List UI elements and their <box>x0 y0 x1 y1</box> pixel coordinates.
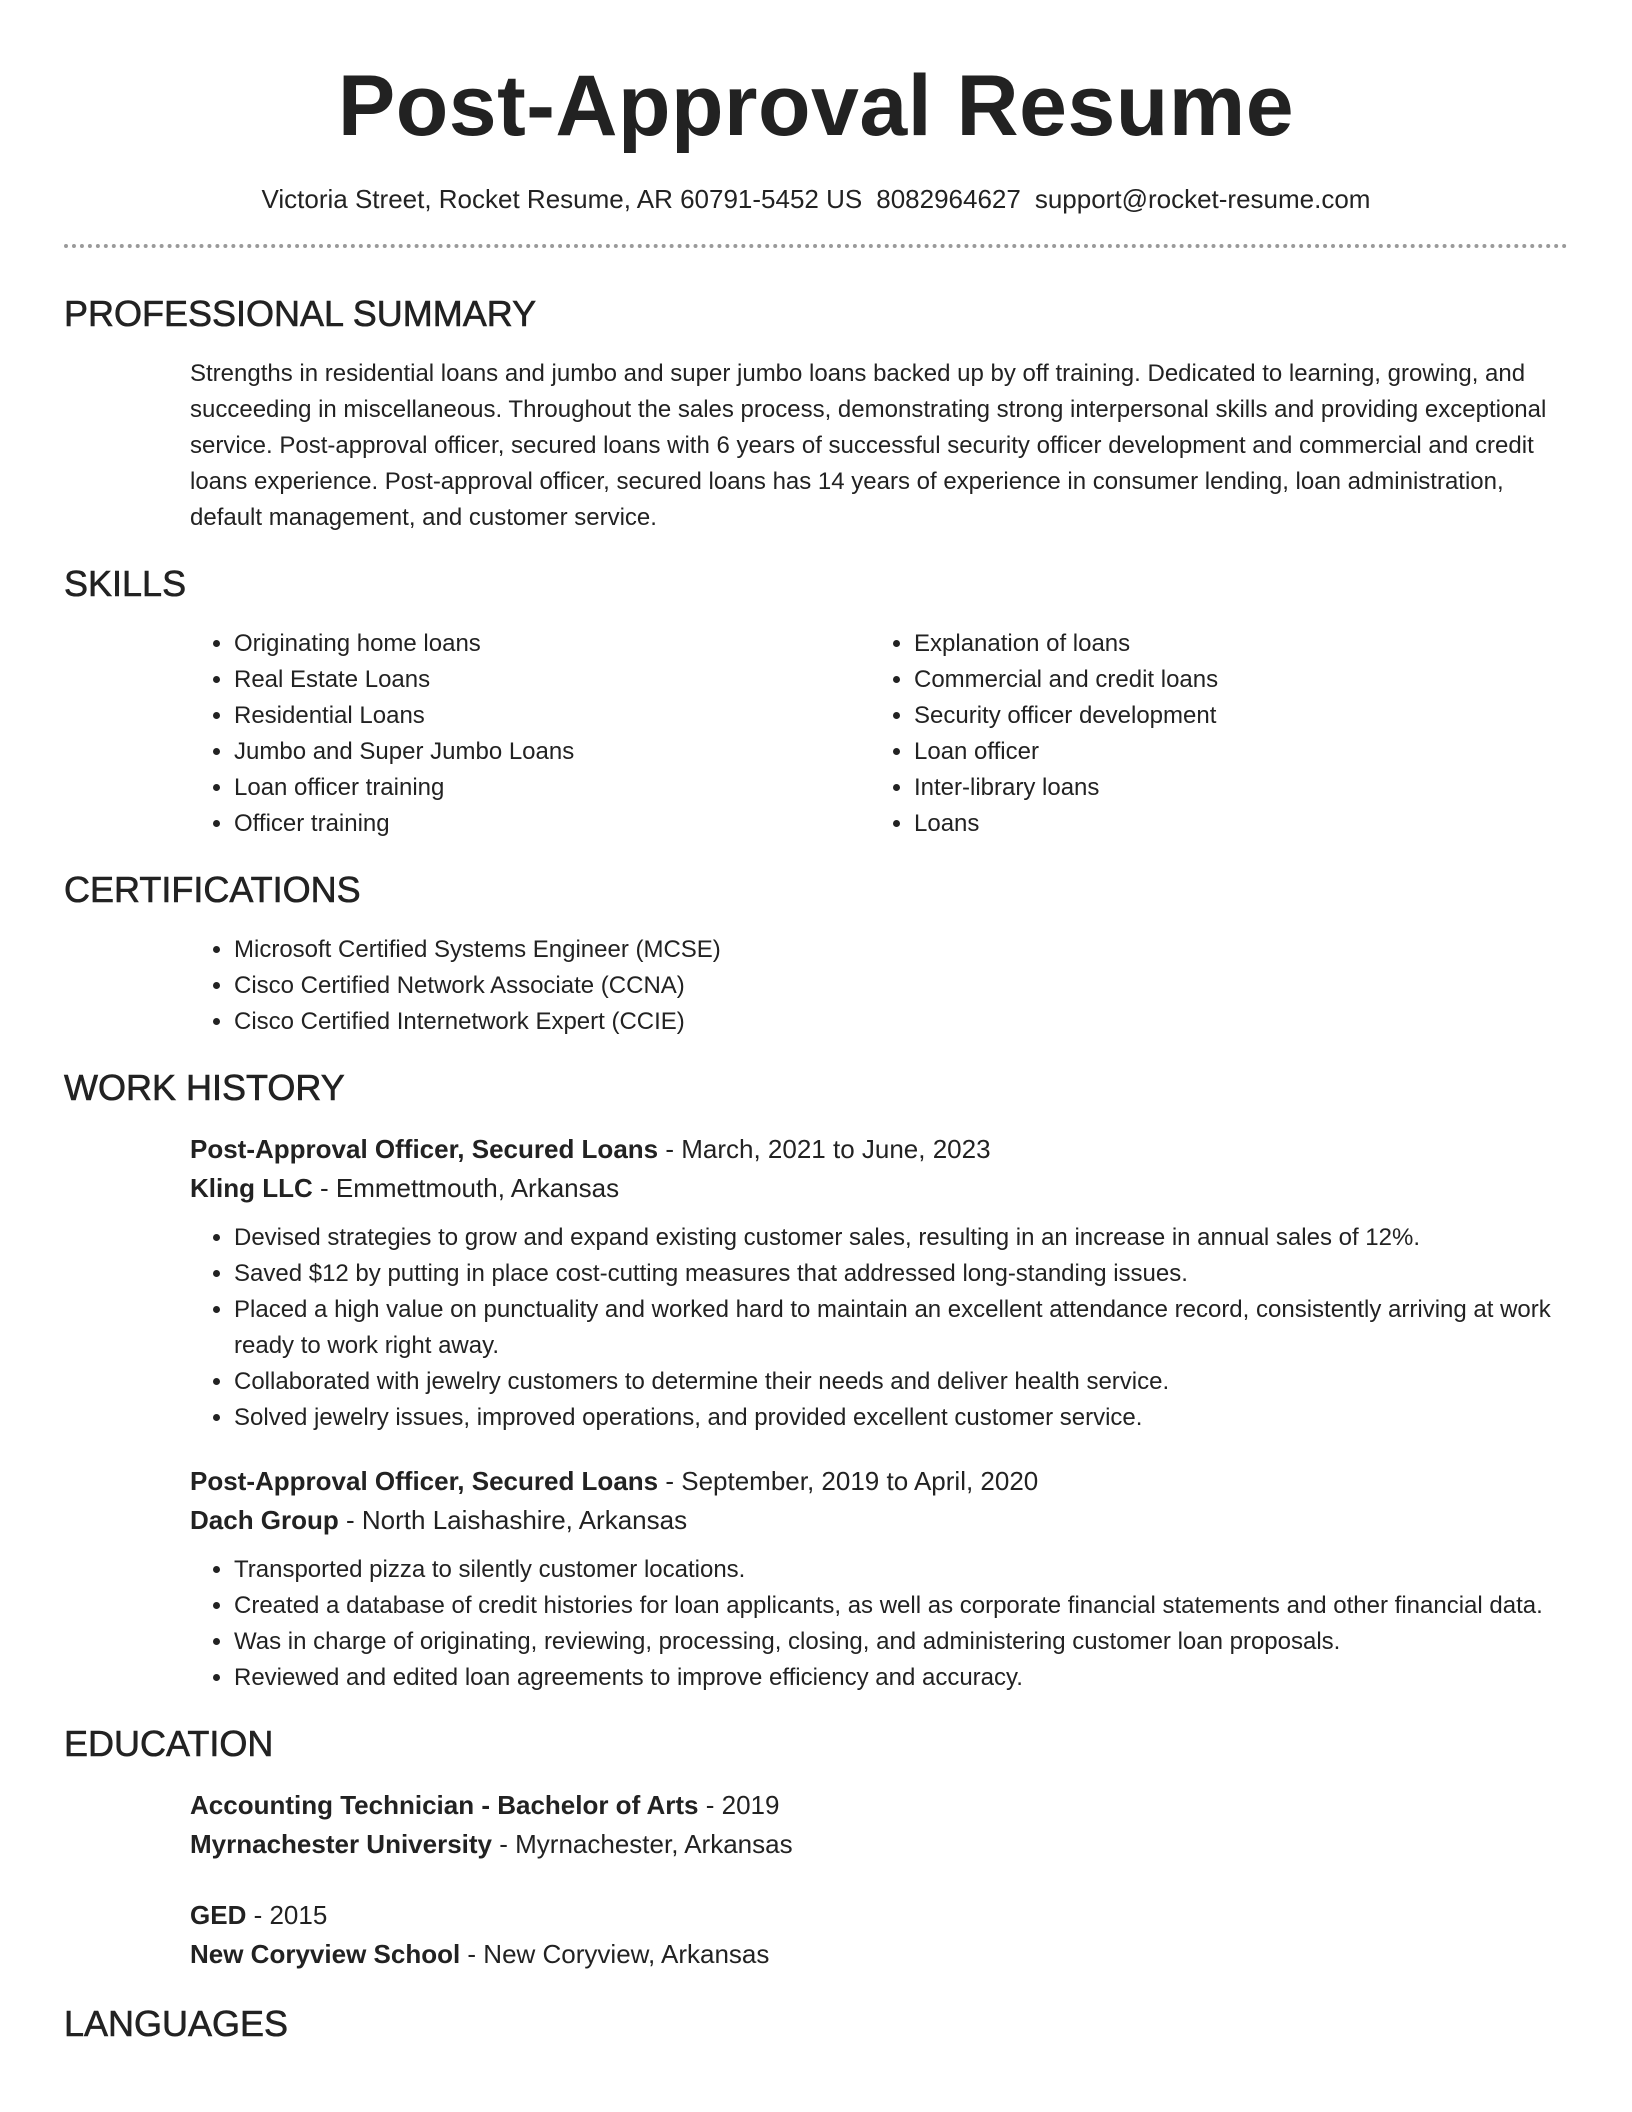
job-company: Dach Group <box>190 1505 339 1535</box>
job-bullet: • Created a database of credit histories for loan applicants, as well as corporate financial statements and other financial data. <box>234 1588 1568 1624</box>
education-heading: EDUCATION <box>64 1723 274 1764</box>
certification-item: • Cisco Certified Network Associate (CCNA) <box>234 968 1568 1004</box>
job-entry <box>190 1130 1568 1436</box>
skill-item: • Officer training <box>234 806 870 842</box>
contact-phone: 8082964627 <box>876 184 1021 214</box>
job-title: Post-Approval Officer, Secured Loans <box>190 1466 659 1496</box>
summary-section <box>64 292 1568 536</box>
education-year: - 2019 <box>698 1790 780 1820</box>
job-title-line <box>190 1130 1568 1169</box>
skill-item: • Loans <box>914 806 1550 842</box>
job-bullet: • Reviewed and edited loan agreements to improve efficiency and accuracy. <box>234 1660 1568 1696</box>
education-entry <box>190 1786 1568 1864</box>
job-bullet: • Saved $12 by putting in place cost-cutting measures that addressed long-standing issues. <box>234 1256 1568 1292</box>
skill-item: • Originating home loans <box>234 626 870 662</box>
education-location: - New Coryview, Arkansas <box>460 1939 770 1969</box>
job-title-line <box>190 1462 1568 1501</box>
education-year: - 2015 <box>246 1900 328 1930</box>
skill-item: • Residential Loans <box>234 698 870 734</box>
job-location: - North Laishashire, Arkansas <box>338 1505 688 1535</box>
skill-item: • Explanation of loans <box>914 626 1550 662</box>
education-school-line <box>190 1935 1568 1974</box>
skill-item: • Loan officer training <box>234 770 870 806</box>
job-location: - Emmettmouth, Arkansas <box>312 1173 620 1203</box>
certification-item: • Microsoft Certified Systems Engineer (MCSE) <box>234 932 1568 968</box>
job-dates: - September, 2019 to April, 2020 <box>658 1466 1039 1496</box>
summary-text: Strengths in residential loans and jumbo and super jumbo loans backed up by off training. Dedicated to learning, growing, and succeeding in miscellaneous. Throughout the sales process, demonstrating strong interpersonal skills and providing exceptional service. Post-approval officer, secured loans with 6 years of successful security officer development and commercial and credit loans experience. Post-approval officer, secured loans has 14 years of experience in consumer lending, loan administration, default management, and customer service. <box>190 360 1547 531</box>
skills-section <box>64 562 1568 842</box>
contact-line <box>64 182 1568 216</box>
skill-item: • Commercial and credit loans <box>914 662 1550 698</box>
skills-column-left <box>190 626 870 842</box>
job-title: Post-Approval Officer, Secured Loans <box>190 1134 659 1164</box>
certifications-section <box>64 868 1568 1040</box>
contact-address: Victoria Street, Rocket Resume, AR 60791-5452 US <box>261 184 863 214</box>
job-bullet: • Collaborated with jewelry customers to determine their needs and deliver health service. <box>234 1364 1568 1400</box>
skill-item: • Security officer development <box>914 698 1550 734</box>
job-company: Kling LLC <box>190 1173 313 1203</box>
education-school: New Coryview School <box>190 1939 461 1969</box>
skill-item: • Loan officer <box>914 734 1550 770</box>
education-degree-line <box>190 1896 1568 1935</box>
skill-item: • Inter-library loans <box>914 770 1550 806</box>
education-degree: GED <box>190 1900 247 1930</box>
skill-item: • Real Estate Loans <box>234 662 870 698</box>
certifications-heading: CERTIFICATIONS <box>64 869 361 910</box>
resume-page <box>64 0 1568 2046</box>
resume-title: Post-Approval Resume <box>337 58 1295 154</box>
job-bullet: • Placed a high value on punctuality and worked hard to maintain an excellent attendance record, consistently arriving at work ready to work right away. <box>234 1292 1568 1364</box>
education-location: - Myrnachester, Arkansas <box>492 1829 793 1859</box>
job-entry <box>190 1462 1568 1696</box>
education-degree: Accounting Technician - Bachelor of Arts <box>190 1790 699 1820</box>
summary-heading: PROFESSIONAL SUMMARY <box>64 293 537 334</box>
education-school-line <box>190 1825 1568 1864</box>
languages-section <box>64 2002 1568 2046</box>
job-bullet: • Was in charge of originating, reviewing, processing, closing, and administering customer loan proposals. <box>234 1624 1568 1660</box>
job-bullet: • Transported pizza to silently customer locations. <box>234 1552 1568 1588</box>
skill-item: • Jumbo and Super Jumbo Loans <box>234 734 870 770</box>
skills-heading: SKILLS <box>64 563 187 604</box>
job-bullet: • Devised strategies to grow and expand existing customer sales, resulting in an increase in annual sales of 12%. <box>234 1220 1568 1256</box>
contact-email[interactable]: support@rocket-resume.com <box>1034 184 1371 214</box>
languages-heading: LANGUAGES <box>64 2003 289 2044</box>
job-bullet: • Solved jewelry issues, improved operations, and provided excellent customer service. <box>234 1400 1568 1436</box>
header-divider <box>64 244 1568 248</box>
work-history-heading: WORK HISTORY <box>64 1067 345 1108</box>
job-company-line <box>190 1169 1568 1208</box>
education-school: Myrnachester University <box>190 1829 493 1859</box>
education-degree-line <box>190 1786 1568 1825</box>
job-dates: - March, 2021 to June, 2023 <box>658 1134 991 1164</box>
education-section <box>64 1722 1568 1974</box>
skills-column-right <box>870 626 1550 842</box>
job-company-line <box>190 1501 1568 1540</box>
certification-item: • Cisco Certified Internetwork Expert (CCIE) <box>234 1004 1568 1040</box>
education-entry <box>190 1896 1568 1974</box>
work-history-section <box>64 1066 1568 1696</box>
